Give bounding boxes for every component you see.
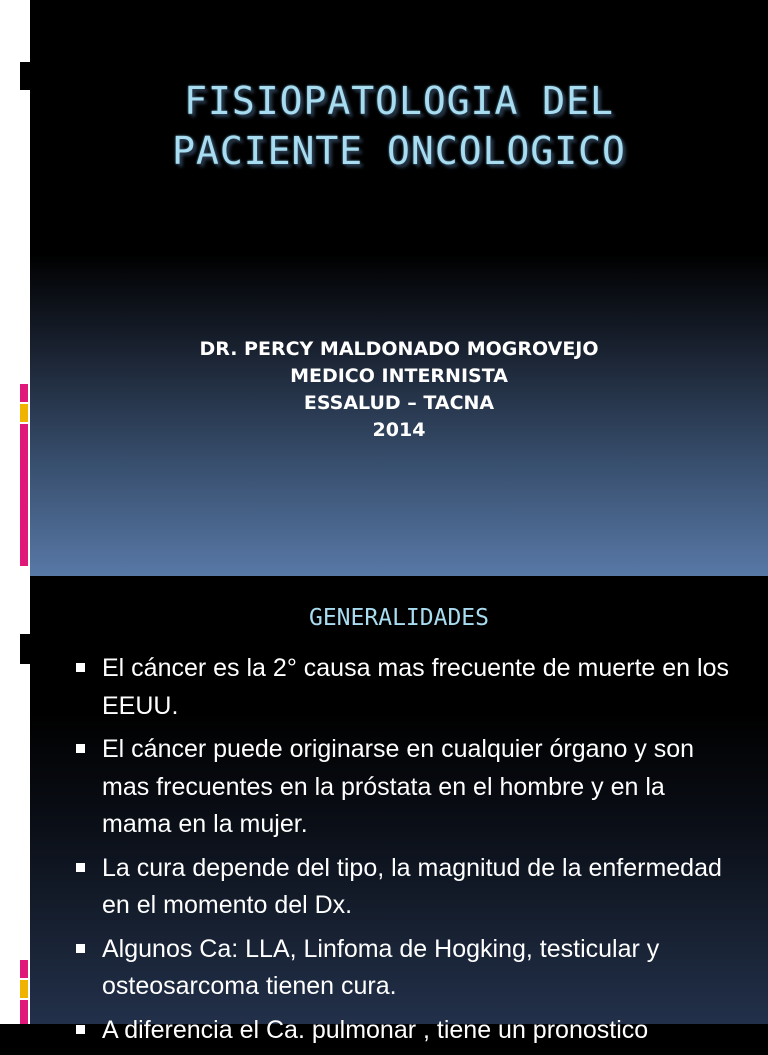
bullet-text: El cáncer es la 2° causa mas frecuente de muerte en los EEUU. (102, 654, 729, 720)
strip-mark (20, 634, 30, 664)
bullet-item (76, 1012, 736, 1050)
author-year: 2014 (372, 419, 426, 441)
bullet-square-icon (76, 863, 85, 872)
strip-accent-pink (20, 1000, 28, 1024)
bullet-item (76, 931, 736, 1006)
strip-mark (20, 62, 30, 90)
bullet-square-icon (76, 1025, 85, 1034)
bullet-item (76, 850, 736, 925)
bullet-list (76, 650, 736, 1055)
slide-generalidades (0, 576, 768, 1044)
author-name: DR. PERCY MALDONADO MOGROVEJO (199, 338, 599, 360)
slide-left-strip (0, 576, 30, 1024)
bullet-text: Algunos Ca: LLA, Linfoma de Hogking, testicular y osteosarcoma tienen cura. (102, 934, 660, 1000)
title-line: PACIENTE ONCOLOGICO (172, 129, 626, 173)
author-role: MEDICO INTERNISTA (290, 365, 508, 387)
bullet-item (76, 731, 736, 844)
strip-accent-pink (20, 424, 28, 566)
strip-accent-yellow (20, 980, 28, 998)
bullet-square-icon (76, 663, 85, 672)
bullet-item (76, 650, 736, 725)
bullet-text: El cáncer puede originarse en cualquier órgano y son mas frecuentes en la próstata en el hombre y en la mama en la mujer. (102, 735, 695, 838)
author-block (30, 336, 768, 444)
bullet-text: La cura depende del tipo, la magnitud de la enfermedad en el momento del Dx. (102, 853, 722, 919)
slide-title-text (30, 76, 768, 176)
slide-heading: GENERALIDADES (308, 605, 489, 631)
strip-accent-pink (20, 960, 28, 978)
bullet-square-icon (76, 744, 85, 753)
strip-accent-yellow (20, 404, 28, 422)
bullet-text: A diferencia el Ca. pulmonar , tiene un pronostico (102, 1015, 649, 1044)
bullet-square-icon (76, 944, 85, 953)
strip-accent-pink (20, 384, 28, 402)
title-line: FISIOPATOLOGIA DEL (184, 79, 614, 123)
author-institution: ESSALUD – TACNA (303, 392, 495, 414)
slide-left-strip (0, 0, 30, 576)
